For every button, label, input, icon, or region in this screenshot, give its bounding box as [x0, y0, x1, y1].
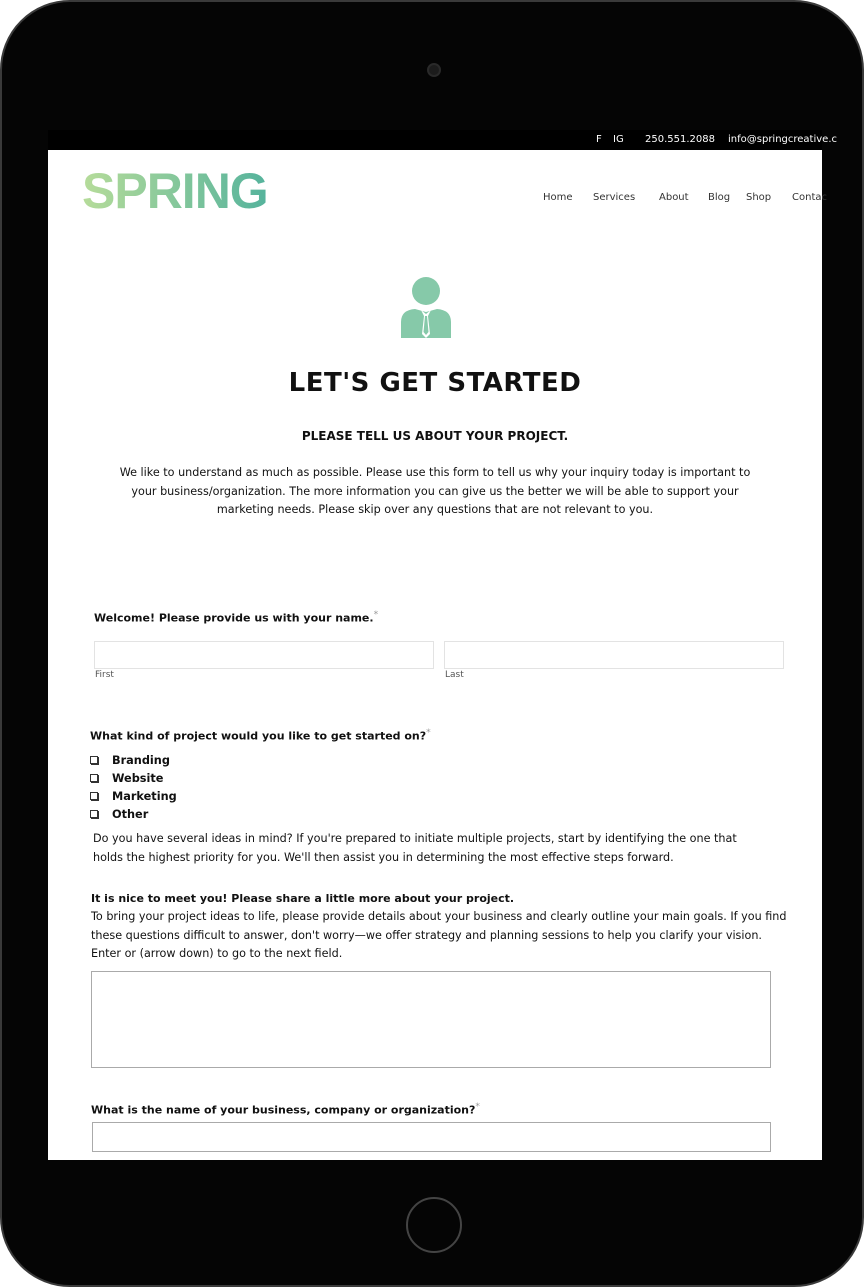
last-name-input[interactable]	[444, 641, 784, 669]
home-button[interactable]	[406, 1197, 462, 1253]
checkbox-website[interactable]	[90, 772, 163, 785]
first-label: First	[95, 670, 114, 680]
project-question	[90, 727, 431, 743]
option-label: Marketing	[112, 790, 177, 803]
name-question-label: Welcome! Please provide us with your name.	[94, 611, 374, 625]
camera	[427, 63, 441, 77]
business-question	[91, 1101, 480, 1117]
top-bar	[48, 130, 838, 150]
instagram-link[interactable]: IG	[613, 134, 624, 145]
option-label: Website	[112, 772, 164, 785]
project-details-textarea[interactable]	[91, 971, 771, 1068]
required-mark: *	[426, 727, 431, 738]
more-note: To bring your project ideas to life, please provide details about your business and clearly outline your main goals. If you find these questions difficult to answer, don't worry—we offer strategy and planning sessions to help you clarify your vision. Enter or (arrow down) to go to the next field.	[91, 910, 787, 960]
nav-shop[interactable]: Shop	[746, 192, 772, 203]
email-link[interactable]: info@springcreative.c	[728, 134, 838, 145]
option-label: Branding	[112, 754, 170, 767]
business-question-label: What is the name of your business, company or organization?	[91, 1103, 476, 1117]
logo[interactable]: SPRING	[82, 163, 268, 219]
nav-blog[interactable]: Blog	[708, 192, 731, 203]
checkbox-icon	[90, 792, 98, 800]
screen	[48, 130, 838, 1160]
first-name-input[interactable]	[94, 641, 434, 669]
page-subtitle: PLEASE TELL US ABOUT YOUR PROJECT.	[301, 429, 569, 443]
more-question: It is nice to meet you! Please share a little more about your project.	[91, 892, 515, 905]
project-question-label: What kind of project would you like to get started on?	[90, 729, 427, 743]
checkbox-icon	[90, 810, 98, 818]
option-label: Other	[112, 808, 149, 821]
name-question	[94, 609, 378, 625]
project-note: Do you have several ideas in mind? If you're prepared to initiate multiple projects, start by identifying the one that holds the highest priority for you. We'll then assist you in determining the most effective steps forward.	[93, 832, 737, 864]
required-mark: *	[373, 609, 379, 620]
page-title: LET'S GET STARTED	[288, 368, 582, 398]
facebook-link[interactable]: F	[596, 134, 602, 145]
last-label: Last	[445, 670, 464, 680]
checkbox-icon	[90, 756, 98, 764]
checkbox-icon	[90, 774, 98, 782]
checkbox-branding[interactable]	[90, 754, 170, 767]
checkbox-other[interactable]	[90, 808, 148, 821]
nav-about[interactable]: About	[659, 192, 689, 203]
phone-link[interactable]: 250.551.2088	[645, 134, 715, 145]
required-mark: *	[475, 1101, 480, 1112]
business-name-input[interactable]	[92, 1122, 771, 1152]
nav-services[interactable]: Services	[593, 192, 636, 203]
checkbox-marketing[interactable]	[90, 790, 177, 803]
nav-home[interactable]: Home	[543, 192, 573, 203]
nav-contact[interactable]: Contac	[792, 192, 827, 203]
user-icon	[399, 276, 453, 338]
intro-text: We like to understand as much as possible. Please use this form to tell us why your inquiry today is important to your business/organization. The more information you can give us the better we will be able to support your marketing needs. Please skip over any questions that are not relevant to you.	[119, 466, 751, 516]
